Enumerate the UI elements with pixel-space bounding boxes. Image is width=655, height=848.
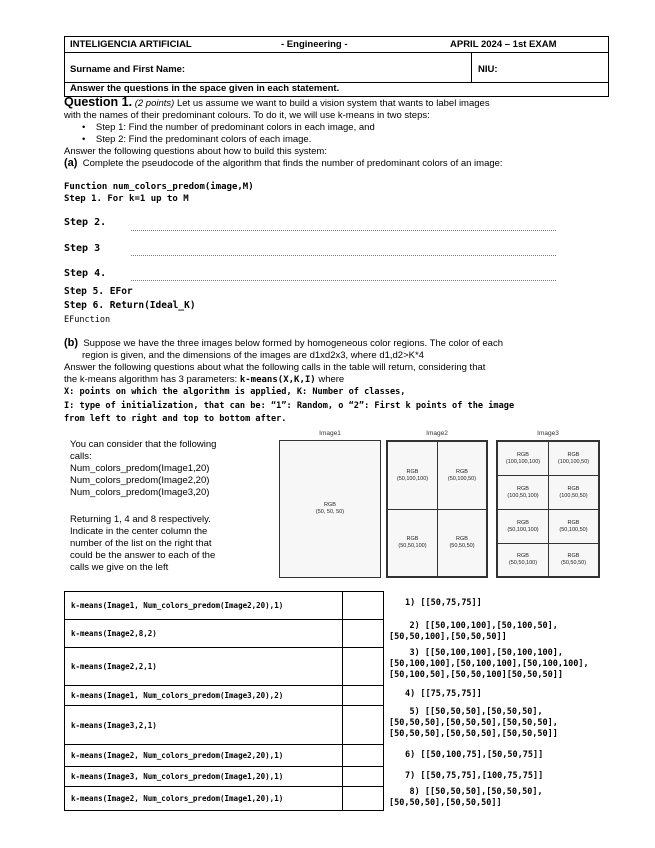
image3-region-value: (50,50,50) xyxy=(560,560,587,566)
option-line: [50,100,100],[50,100,100],[50,100,100], xyxy=(389,659,589,669)
image3-region xyxy=(548,441,599,476)
image2-region-type: RGB xyxy=(406,536,419,542)
image2-region-type: RGB xyxy=(406,468,419,475)
image3-region-value: (100,50,100) xyxy=(507,492,539,499)
image3-region-type: RGB xyxy=(517,451,529,458)
bullet-2: • Step 2: Find the predominant colors of each image. xyxy=(82,134,312,145)
image3-region-type: RGB xyxy=(567,451,580,458)
table-row xyxy=(64,706,384,745)
image2-panel xyxy=(386,440,488,578)
option-line: [50,50,50],[50,50,50],[50,50,50], xyxy=(389,718,558,728)
program-name: - Engineering - xyxy=(281,39,348,50)
part-b-line4-pre: the k-means algorithm has 3 parameters: xyxy=(64,374,240,385)
image2-region-type: RGB xyxy=(456,536,468,542)
calls-text-6: Returning 1, 4 and 8 respectively. xyxy=(70,514,211,525)
option-line: [[50,50,50],[50,50,50], xyxy=(424,707,543,717)
part-b-line7: from left to right and top to bottom after. xyxy=(64,414,287,424)
header-instruction-row xyxy=(65,83,608,96)
part-b-line2: region is given, and the dimensions of the images are d1xd2x3, where d1,d2>K*4 xyxy=(82,350,424,361)
part-a-label: (a) xyxy=(64,157,78,169)
part-a-statement xyxy=(64,158,503,170)
answer-cell[interactable] xyxy=(342,745,384,766)
option-line: [[50,75,75]] xyxy=(420,598,482,608)
calls-text-10: calls we give on the left xyxy=(70,562,169,573)
image3-region xyxy=(497,475,549,510)
kmeans-call: k-means(Image2, Num_colors_predom(Image2,20),1) xyxy=(64,745,342,766)
header-name-row xyxy=(65,53,608,83)
bullet-2-text: Step 2: Find the predominant colors of each image. xyxy=(95,134,312,145)
option-4 xyxy=(405,689,482,700)
option-line: [50,100,50],[50,50,100][50,50,50]] xyxy=(389,670,563,680)
answer-cell[interactable] xyxy=(342,787,384,810)
pseudocode-step1: Step 1. For k=1 up to M xyxy=(64,194,189,204)
image2-region-value: (50,50,100) xyxy=(398,543,427,549)
image2-region xyxy=(387,509,438,577)
question-intro-1: Let us assume we want to build a vision system that wants to label images xyxy=(176,98,490,109)
calls-text-7: Indicate in the center column the xyxy=(70,526,208,537)
table-row xyxy=(64,686,384,706)
option-line: [[50,75,75],[100,75,75]] xyxy=(420,771,544,781)
part-b-line4-post: where xyxy=(315,374,345,385)
kmeans-call: k-means(Image1, Num_colors_predom(Image3,20),2) xyxy=(64,686,342,705)
option-number: 6) xyxy=(405,750,416,760)
course-name: INTELIGENCIA ARTIFICIAL xyxy=(70,39,192,50)
question-points: (2 points) xyxy=(134,98,175,109)
calls-text-9: could be the answer to each of the xyxy=(70,550,216,561)
kmeans-call: k-means(Image3, Num_colors_predom(Image1,20),1) xyxy=(64,767,342,786)
table-row xyxy=(64,767,384,787)
option-line: [[50,50,50],[50,50,50], xyxy=(424,787,543,797)
calls-text-4: Num_colors_predom(Image2,20) xyxy=(70,475,210,486)
part-b-label: (b) xyxy=(64,337,79,349)
image3-region xyxy=(548,475,599,510)
image3-region-type: RGB xyxy=(517,553,529,559)
image2-region xyxy=(437,441,487,510)
pseudocode-step6: Step 6. Return(Ideal_K) xyxy=(64,300,196,311)
kmeans-signature: k-means(X,K,I) xyxy=(239,375,316,385)
image1-region xyxy=(280,441,380,577)
image3-region xyxy=(497,441,549,476)
kmeans-call: k-means(Image1, Num_colors_predom(Image2,20),1) xyxy=(64,592,342,619)
answer-cell[interactable] xyxy=(342,706,384,744)
table-row xyxy=(64,787,384,811)
option-line: [[75,75,75]] xyxy=(420,689,482,699)
image3-region-type: RGB xyxy=(517,485,529,492)
instruction-text: Answer the questions in the space given in each statement. xyxy=(70,83,340,94)
image3-region-value: (100,100,100) xyxy=(505,458,541,465)
pseudocode-function: Function num_colors_predom(image,M) xyxy=(64,182,254,192)
exam-date: APRIL 2024 – 1st EXAM xyxy=(450,39,557,50)
table-row xyxy=(64,745,384,767)
option-number: 3) xyxy=(409,648,420,658)
image1-region-type: RGB xyxy=(324,502,336,508)
option-7 xyxy=(405,771,543,782)
option-number: 4) xyxy=(405,689,416,699)
option-number: 1) xyxy=(405,598,416,608)
option-5 xyxy=(389,707,558,740)
calls-text-2: calls: xyxy=(70,451,92,462)
image3-panel xyxy=(496,440,600,578)
image3-region xyxy=(497,543,549,577)
option-number: 5) xyxy=(409,707,420,717)
answer-cell[interactable] xyxy=(342,592,384,619)
part-b-line3: Answer the following questions about what the following calls in the table will return, considering that xyxy=(64,362,486,373)
table-row xyxy=(64,648,384,686)
image2-region-value: (50,100,50) xyxy=(447,475,477,482)
pseudocode-step5: Step 5. EFor xyxy=(64,286,133,297)
option-3 xyxy=(389,648,589,681)
image3-region-type: RGB xyxy=(517,519,529,526)
pseudocode-step2: Step 2. xyxy=(64,217,107,228)
niu-divider xyxy=(471,53,472,83)
part-a-text: Complete the pseudocode of the algorithm that finds the number of predominant colors of an image: xyxy=(82,158,503,169)
answer-cell[interactable] xyxy=(342,686,384,705)
question-title: Question 1. xyxy=(64,95,133,109)
part-b-text-1: Suppose we have the three images below formed by homogeneous color regions. The color of each xyxy=(83,338,503,349)
image3-region xyxy=(548,543,599,577)
header-title-row xyxy=(65,37,608,53)
kmeans-call: k-means(Image2,2,1) xyxy=(64,648,342,685)
option-1 xyxy=(405,598,482,609)
niu-label: NIU: xyxy=(478,64,498,75)
surname-label: Surname and First Name: xyxy=(70,64,186,75)
bullet-1-text: Step 1: Find the number of predominant colors in each image, and xyxy=(95,122,375,133)
pseudocode-step3: Step 3 xyxy=(64,243,101,254)
image3-region-value: (100,50,50) xyxy=(559,492,588,499)
option-line: [[50,100,100],[50,100,50], xyxy=(424,621,558,631)
kmeans-call: k-means(Image2, Num_colors_predom(Image1,20),1) xyxy=(64,787,342,810)
answer-cell[interactable] xyxy=(342,620,384,647)
part-b-line4 xyxy=(64,374,344,387)
image2-region xyxy=(387,441,438,510)
pseudocode-step4: Step 4. xyxy=(64,268,107,279)
part-b-line5: X: points on which the algorithm is applied, K: Number of classes, xyxy=(64,387,406,397)
image2-region xyxy=(437,509,487,577)
image3-region-value: (100,100,50) xyxy=(557,458,590,465)
option-2 xyxy=(389,621,558,643)
image2-region-value: (50,50,50) xyxy=(449,543,475,549)
image3-label: Image3 xyxy=(537,430,559,437)
table-row xyxy=(64,620,384,648)
part-b-line6: I: type of initialization, that can be: “1”: Random, o “2”: First k points of the image xyxy=(64,401,515,411)
answer-cell[interactable] xyxy=(342,648,384,685)
calls-text-1: You can consider that the following xyxy=(70,439,217,450)
option-line: [50,50,100],[50,50,50]] xyxy=(389,632,507,642)
image1-panel xyxy=(279,440,381,578)
option-number: 7) xyxy=(405,771,416,781)
question-intro-line1 xyxy=(64,97,490,110)
image3-region-value: (50,50,100) xyxy=(508,560,538,566)
pseudocode-efunction: EFunction xyxy=(64,315,111,325)
bullet-1: • Step 1: Find the number of predominant colors in each image, and xyxy=(82,122,375,133)
answer-table xyxy=(64,591,384,803)
option-6 xyxy=(405,750,543,761)
option-number: 2) xyxy=(409,621,420,631)
answer-cell[interactable] xyxy=(342,767,384,786)
exam-header xyxy=(64,36,609,97)
kmeans-call: k-means(Image2,8,2) xyxy=(64,620,342,647)
option-line: [50,50,50],[50,50,50]] xyxy=(389,798,502,808)
calls-text-5: Num_colors_predom(Image3,20) xyxy=(70,487,210,498)
image1-label: Image1 xyxy=(319,430,341,437)
option-number: 8) xyxy=(409,787,420,797)
option-line: [[50,100,100],[50,100,100], xyxy=(424,648,564,658)
image3-region-value: (50,100,50) xyxy=(559,526,588,533)
question-intro-2: with the names of their predominant colours. To do it, we will use k-means in two steps: xyxy=(64,110,430,121)
image3-region xyxy=(548,509,599,544)
image3-region-type: RGB xyxy=(567,485,580,492)
step2-answer-line[interactable] xyxy=(131,230,556,231)
image3-region-type: RGB xyxy=(567,519,580,526)
image2-region-value: (50,100,100) xyxy=(396,475,429,482)
part-b-line1 xyxy=(64,338,503,350)
image3-region xyxy=(497,509,549,544)
kmeans-call: k-means(Image3,2,1) xyxy=(64,706,342,744)
step4-answer-line[interactable] xyxy=(131,280,556,281)
image1-region-value: (50, 50, 50) xyxy=(315,509,345,515)
image2-region-type: RGB xyxy=(456,468,468,475)
option-8 xyxy=(389,787,543,809)
answer-following: Answer the following questions about how to build this system: xyxy=(64,146,327,157)
image2-label: Image2 xyxy=(426,430,448,437)
table-row xyxy=(64,592,384,620)
calls-text-3: Num_colors_predom(Image1,20) xyxy=(70,463,210,474)
image3-region-type: RGB xyxy=(567,553,580,559)
image3-region-value: (50,100,100) xyxy=(507,526,539,533)
option-line: [[50,100,75],[50,50,75]] xyxy=(420,750,544,760)
calls-text-8: number of the list on the right that xyxy=(70,538,212,549)
step3-answer-line[interactable] xyxy=(131,255,556,256)
option-line: [50,50,50],[50,50,50],[50,50,50]] xyxy=(389,729,558,739)
